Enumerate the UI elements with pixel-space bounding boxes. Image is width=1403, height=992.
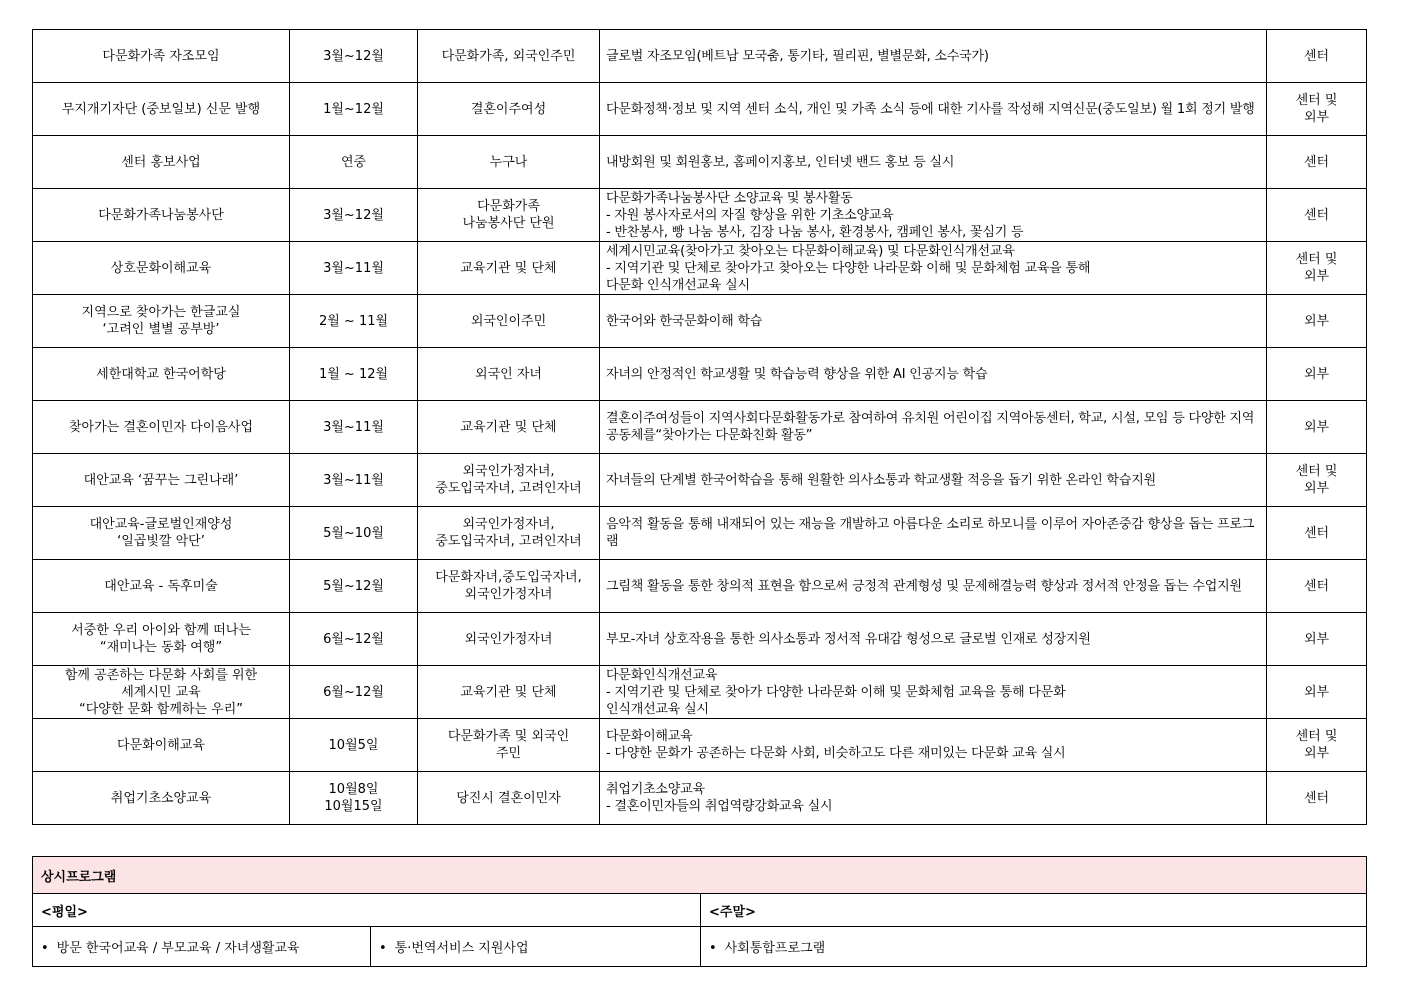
program-place: 센터 [1303,207,1330,223]
program-name-cell [33,719,290,772]
program-name: 상호문화이해교육 [110,260,212,276]
program-place: 센터 [1303,578,1330,594]
program-target-cell [418,454,600,507]
program-content-cell [600,295,1267,348]
program-content: 결혼이주여성들이 지역사회다문화활동가로 참여하여 유치원 어린이집 지역아동센터, 학교, 시설, 모임 등 다양한 지역공동체를“찾아가는 다문화친화 활동” [606,411,1255,443]
program-period-cell [290,30,418,83]
program-target-cell [418,560,600,613]
program-name: 대안교육-글로벌인재양성 ‘일곱빛깔 악단’ [89,517,233,549]
program-content: 한국어와 한국문화이해 학습 [606,313,763,329]
regular-program-table [32,856,1367,967]
program-name: 지역으로 찾아가는 한글교실 ‘고려인 별별 공부방’ [81,305,241,337]
program-place-cell [1267,666,1367,719]
bullet-icon: • [41,941,49,956]
program-target: 교육기관 및 단체 [460,684,557,700]
weekend-label: <주말> [701,894,1367,927]
table-row [33,507,1367,560]
program-period-cell [290,295,418,348]
program-target-cell [418,401,600,454]
program-name: 서중한 우리 아이와 함께 떠나는 “재미나는 동화 여행” [71,623,251,655]
program-content-cell [600,348,1267,401]
program-name: 취업기초소양교육 [110,790,212,806]
program-place-cell [1267,242,1367,295]
program-target-cell [418,83,600,136]
program-name-cell [33,454,290,507]
program-target-cell [418,189,600,242]
table-row [33,136,1367,189]
program-target-cell [418,136,600,189]
program-period: 3월~12월 [323,48,384,64]
program-period-cell [290,560,418,613]
program-place: 센터 및 외부 [1295,252,1338,284]
program-period-cell [290,772,418,825]
program-content-cell [600,666,1267,719]
program-content-cell [600,242,1267,295]
program-name: 다문화이해교육 [117,737,205,753]
bullet-icon: • [379,941,387,956]
regular-program-title: 상시프로그램 [33,857,1367,894]
weekend-item-1 [701,927,1367,967]
program-table [32,29,1367,825]
weekend-item-1-label: 사회통합프로그램 [724,941,826,956]
program-target-cell [418,295,600,348]
program-target: 외국인이주민 [470,313,547,329]
regular-label-row [33,894,1367,927]
program-content: 다문화가족나눔봉사단 소양교육 및 봉사활동 - 자원 봉사자로서의 자질 향상을 위한 기초소양교육 - 반찬봉사, 빵 나눔 봉사, 김장 나눔 봉사, 환경봉사, 캠페인 봉사, 꽃심기 등 [606,190,1024,240]
program-period: 1월 ~ 12월 [318,366,389,382]
program-period: 6월~12월 [323,631,384,647]
program-content-cell [600,772,1267,825]
table-row [33,560,1367,613]
program-name: 다문화가족나눔봉사단 [98,207,224,223]
program-target: 다문화가족, 외국인주민 [441,48,576,64]
program-name-cell [33,401,290,454]
program-target: 당진시 결혼이민자 [456,790,561,806]
table-row [33,30,1367,83]
program-content-cell [600,30,1267,83]
program-target: 외국인 자녀 [475,366,542,382]
program-target-cell [418,30,600,83]
program-place-cell [1267,30,1367,83]
program-target-cell [418,613,600,666]
program-period: 3월~11월 [323,260,384,276]
program-target: 다문화자녀,중도입국자녀, 외국인가정자녀 [435,570,582,602]
program-content: 음악적 활동을 통해 내재되어 있는 재능을 개발하고 아름다운 소리로 하모니를 이루어 자아존중감 향상을 돕는 프로그램 [606,517,1255,549]
program-period: 10월8일 10월15일 [324,782,383,814]
program-content-cell [600,136,1267,189]
program-place-cell [1267,348,1367,401]
weekday-label: <평일> [33,894,701,927]
table-row [33,772,1367,825]
program-name-cell [33,507,290,560]
program-place-cell [1267,83,1367,136]
bullet-icon: • [709,941,717,956]
program-target: 다문화가족 및 외국인 주민 [447,729,570,761]
program-place-cell [1267,507,1367,560]
table-row [33,83,1367,136]
program-content-cell [600,401,1267,454]
program-content-cell [600,83,1267,136]
program-place-cell [1267,560,1367,613]
program-target-cell [418,666,600,719]
program-place: 외부 [1303,366,1330,382]
program-period: 3월~11월 [323,419,384,435]
table-row [33,189,1367,242]
program-name: 대안교육 ‘꿈꾸는 그린나래’ [83,472,239,488]
program-period: 3월~11월 [323,472,384,488]
program-content-cell [600,454,1267,507]
program-place: 외부 [1303,419,1330,435]
program-target: 교육기관 및 단체 [460,419,557,435]
program-content-cell [600,507,1267,560]
table-row [33,719,1367,772]
program-period-cell [290,401,418,454]
program-period: 10월5일 [328,737,379,753]
program-table-body [33,30,1367,825]
program-name: 다문화가족 자조모임 [102,48,220,64]
program-period: 1월~12월 [323,101,384,117]
weekday-item-2 [371,927,701,967]
program-period: 5월~12월 [323,578,384,594]
program-period-cell [290,83,418,136]
program-place-cell [1267,772,1367,825]
program-place: 센터 및 외부 [1295,93,1338,125]
table-row [33,295,1367,348]
program-target: 누구나 [489,154,528,170]
program-period: 5월~10월 [323,525,384,541]
program-target: 외국인가정자녀, 중도입국자녀, 고려인자녀 [435,464,582,496]
program-name-cell [33,136,290,189]
program-content: 글로벌 자조모임(베트남 모국춤, 통기타, 필리핀, 별별문화, 소수국가) [606,48,989,64]
program-place-cell [1267,401,1367,454]
regular-items-row [33,927,1367,967]
program-name: 함께 공존하는 다문화 사회를 위한 세계시민 교육 “다양한 문화 함께하는 우리” [64,667,258,717]
program-place: 센터 [1303,790,1330,806]
program-target-cell [418,348,600,401]
weekday-item-2-label: 통·번역서비스 지원사업 [394,941,529,956]
program-target: 다문화가족 나눔봉사단 단원 [462,199,555,231]
program-name-cell [33,348,290,401]
program-place: 센터 및 외부 [1295,464,1338,496]
table-row [33,401,1367,454]
program-name-cell [33,772,290,825]
program-name: 세한대학교 한국어학당 [96,366,226,382]
program-name: 대안교육 - 독후미술 [104,578,218,594]
program-name: 찾아가는 결혼이민자 다이음사업 [68,419,254,435]
table-row [33,348,1367,401]
regular-header-row [33,857,1367,894]
weekday-item-1 [33,927,371,967]
program-period: 6월~12월 [323,684,384,700]
program-content: 다문화인식개선교육 - 지역기관 및 단체로 찾아가 다양한 나라문화 이해 및 문화체험 교육을 통해 다문화 인식개선교육 실시 [606,667,1066,717]
program-place: 센터 [1303,525,1330,541]
program-target-cell [418,772,600,825]
program-name: 무지개기자단 (중보일보) 신문 발행 [61,101,261,117]
program-name-cell [33,30,290,83]
program-place-cell [1267,454,1367,507]
program-name-cell [33,613,290,666]
program-target-cell [418,507,600,560]
program-place-cell [1267,719,1367,772]
program-content: 자녀의 안정적인 학교생활 및 학습능력 향상을 위한 AI 인공지능 학습 [606,366,988,382]
program-place: 외부 [1303,684,1330,700]
program-period-cell [290,242,418,295]
program-period-cell [290,613,418,666]
program-name-cell [33,560,290,613]
program-target-cell [418,242,600,295]
program-content-cell [600,189,1267,242]
program-content: 부모-자녀 상호작용을 통한 의사소통과 정서적 유대감 형성으로 글로벌 인재로 성장지원 [606,631,1091,647]
program-content: 자녀들의 단계별 한국어학습을 통해 원활한 의사소통과 학교생활 적응을 돕기 위한 온라인 학습지원 [606,472,1156,488]
program-period-cell [290,189,418,242]
program-content-cell [600,719,1267,772]
table-row [33,454,1367,507]
program-period-cell [290,507,418,560]
table-row [33,613,1367,666]
program-place: 센터 및 외부 [1295,729,1338,761]
program-place-cell [1267,613,1367,666]
program-period: 2월 ~ 11월 [318,313,389,329]
program-place-cell [1267,189,1367,242]
program-name-cell [33,83,290,136]
program-name-cell [33,189,290,242]
program-target-cell [418,719,600,772]
program-content-cell [600,560,1267,613]
program-target: 외국인가정자녀, 중도입국자녀, 고려인자녀 [435,517,582,549]
program-place: 외부 [1303,631,1330,647]
program-place-cell [1267,136,1367,189]
table-row [33,242,1367,295]
program-content: 취업기초소양교육 - 결혼이민자들의 취업역량강화교육 실시 [606,782,833,814]
program-period-cell [290,348,418,401]
program-content: 다문화정책·정보 및 지역 센터 소식, 개인 및 가족 소식 등에 대한 기사를 작성해 지역신문(중도일보) 월 1회 정기 발행 [606,101,1255,117]
program-place-cell [1267,295,1367,348]
program-period-cell [290,719,418,772]
program-content: 다문화이해교육 - 다양한 문화가 공존하는 다문화 사회, 비슷하고도 다른 재미있는 다문화 교육 실시 [606,729,1066,761]
program-content: 세계시민교육(찾아가고 찾아오는 다문화이해교육) 및 다문화인식개선교육 - 지역기관 및 단체로 찾아가고 찾아오는 다양한 나라문화 이해 및 문화체험 교육을 통해 다문화 인식개선교육 실시 [606,243,1091,293]
table-row [33,666,1367,719]
program-name-cell [33,295,290,348]
program-name-cell [33,242,290,295]
program-place: 센터 [1303,48,1330,64]
program-content-cell [600,613,1267,666]
program-content: 그림책 활동을 통한 창의적 표현을 함으로써 긍정적 관계형성 및 문제해결능력 향상과 정서적 안정을 돕는 수업지원 [606,578,1242,594]
program-place: 외부 [1303,313,1330,329]
program-place: 센터 [1303,154,1330,170]
program-target: 외국인가정자녀 [464,631,553,647]
program-content: 내방회원 및 회원홍보, 홈페이지홍보, 인터넷 밴드 홍보 등 실시 [606,154,955,170]
program-name: 센터 홍보사업 [121,154,201,170]
program-period-cell [290,136,418,189]
weekday-item-1-label: 방문 한국어교육 / 부모교육 / 자녀생활교육 [56,941,300,956]
program-name-cell [33,666,290,719]
program-period-cell [290,666,418,719]
program-target: 교육기관 및 단체 [460,260,557,276]
program-target: 결혼이주여성 [470,101,547,117]
program-period-cell [290,454,418,507]
program-period: 연중 [340,154,367,170]
program-period: 3월~12월 [323,207,384,223]
